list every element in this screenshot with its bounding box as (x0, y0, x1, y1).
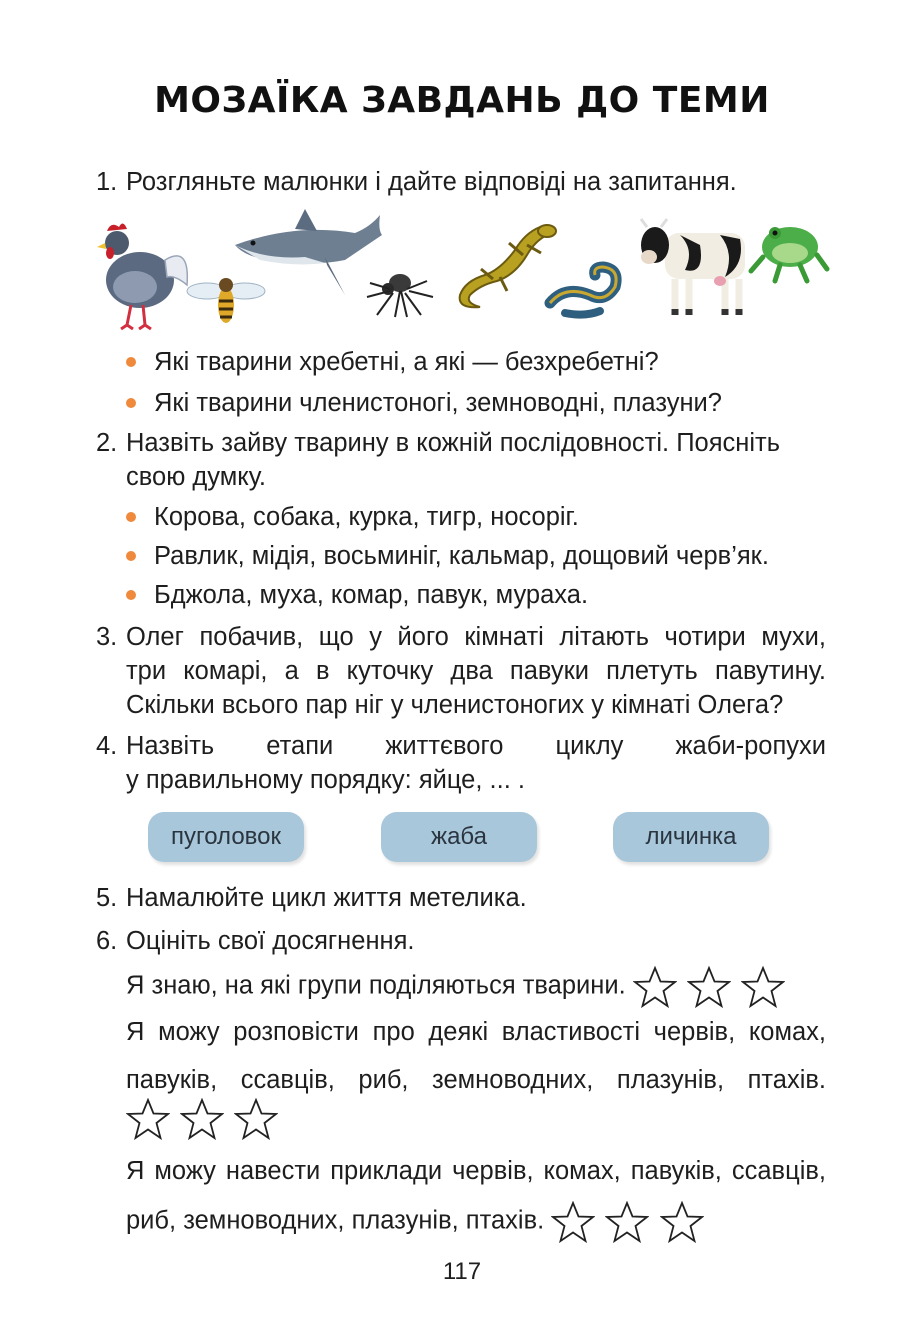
bullet-dot (126, 590, 136, 600)
task-text: Назвіть етапи життєвого циклу жаби-ропухи (126, 732, 826, 760)
task-number: 3. (96, 623, 118, 651)
snake-icon (550, 267, 616, 315)
task-3 (96, 620, 826, 722)
option-chip: личинка (613, 812, 769, 862)
task-text: Розгляньте малюнки і дайте відповіді на запитання. (126, 168, 737, 196)
shark-icon (235, 209, 382, 295)
animals-illustration (95, 205, 830, 335)
star-icon[interactable] (687, 966, 731, 1008)
task-2-bullet: Бджола, муха, комар, павук, мураха. (126, 578, 588, 612)
rating-stars[interactable] (126, 1098, 826, 1140)
rating-stars[interactable] (551, 1201, 706, 1243)
self-assessment-statement: павуків, ссавців, риб, земноводних, плазунів, птахів. (126, 1066, 826, 1094)
rating-stars[interactable] (633, 966, 788, 1008)
bullet-dot (126, 512, 136, 522)
page-title: МОЗАЇКА ЗАВДАНЬ ДО ТЕМИ (154, 80, 770, 121)
star-icon[interactable] (126, 1098, 170, 1140)
star-icon[interactable] (741, 966, 785, 1008)
task-2-bullet: Равлик, мідія, восьминіг, кальмар, дощовий черв’як. (126, 539, 769, 573)
star-icon[interactable] (605, 1201, 649, 1243)
task-text: Скільки всього пар ніг у членистоногих у кімнаті Олега? (126, 691, 784, 719)
star-icon[interactable] (551, 1201, 595, 1243)
task-2-bullet: Корова, собака, курка, тигр, носоріг. (126, 500, 579, 534)
star-icon[interactable] (660, 1201, 704, 1243)
task-number: 5. (96, 884, 118, 912)
task-text: Олег побачив, що у його кімнаті літають чотири мухи, (126, 623, 826, 651)
lizard-icon (460, 225, 556, 307)
task-5 (96, 881, 826, 915)
spider-icon (367, 274, 433, 317)
task-1-bullet: Які тварини хребетні, а які — безхребетні? (126, 345, 659, 379)
frog-icon (751, 227, 827, 281)
hen-icon (97, 223, 187, 329)
task-text: свою думку. (126, 463, 267, 491)
task-number: 1. (96, 168, 118, 196)
star-icon[interactable] (633, 966, 677, 1008)
task-text: Намалюйте цикл життя метелика. (126, 884, 527, 912)
self-assessment-statement: Я знаю, на які групи поділяються тварини. (126, 966, 826, 1008)
task-1-bullet: Які тварини членистоногі, земноводні, плазуни? (126, 386, 722, 420)
star-icon[interactable] (234, 1098, 278, 1140)
page-number: 117 (442, 1258, 482, 1285)
task-number: 4. (96, 732, 118, 760)
task-4 (96, 729, 826, 797)
task-text: Оцініть свої досягнення. (126, 927, 415, 955)
bee-icon (187, 278, 265, 323)
task-2 (96, 426, 826, 494)
task-6 (96, 924, 826, 958)
self-assessment-statement: риб, земноводних, плазунів, птахів. (126, 1201, 826, 1243)
option-chip: жаба (381, 812, 537, 862)
self-assessment-statement: Я можу розповісти про деякі властивості червів, комах, (126, 1018, 826, 1046)
star-icon[interactable] (180, 1098, 224, 1140)
bullet-dot (126, 357, 136, 367)
bullet-dot (126, 398, 136, 408)
cow-icon (641, 219, 745, 315)
task-1 (96, 165, 826, 199)
bullet-dot (126, 551, 136, 561)
task-number: 2. (96, 429, 118, 457)
task-number: 6. (96, 927, 118, 955)
task-text: три комарі, а в куточку два павуки плетуть павутину. (126, 657, 826, 685)
task-text: у правильному порядку: яйце, ... . (126, 766, 525, 794)
task-text: Назвіть зайву тварину в кожній послідовності. Поясніть (126, 429, 780, 457)
self-assessment-statement: Я можу навести приклади червів, комах, павуків, ссавців, (126, 1157, 826, 1185)
option-chip: пуголовок (148, 812, 304, 862)
